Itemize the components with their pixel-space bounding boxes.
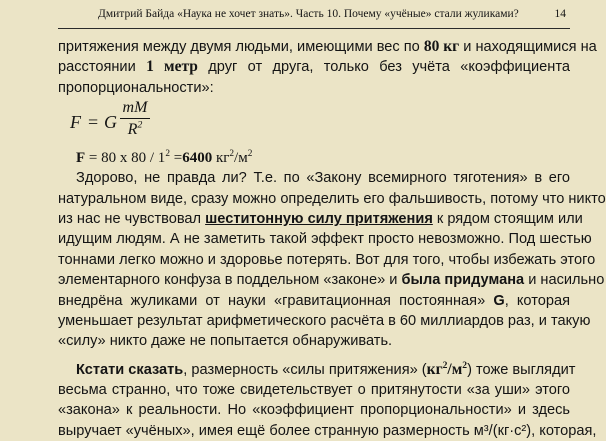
- text-line: из нас не чувствовал шеститонную силу притяжения к рядом стоящим или: [58, 210, 583, 227]
- text-line: уменьшает результат арифметического расчёта в 60 миллиардов раз, и такую: [58, 312, 591, 329]
- bold-text: 1 метр: [146, 58, 198, 76]
- formula-denominator: $R^2$: [127, 119, 143, 139]
- calculation-line: F = 80 x $80 / 1^2 =6400$ $кг^2/м^2$: [76, 149, 253, 167]
- main-text: [58, 37, 606, 441]
- text-line: элементарного конфуза в поддельном «законе» и была придумана и насильно: [58, 272, 605, 289]
- paragraph-2: [58, 168, 606, 352]
- gravity-formula: [58, 98, 570, 148]
- paragraph-3: [58, 359, 597, 441]
- fraction-bar: [120, 118, 150, 119]
- bold-text: 80 кг: [423, 38, 460, 55]
- text-line: Кстати сказать, размерность «силы притяжения» $(кг^2/м^2)$ тоже выглядит: [76, 359, 576, 378]
- paragraph-1: [58, 37, 597, 98]
- text-line: пропорциональности»:: [58, 79, 214, 96]
- text-line: натуральном виде, сразу можно определить его фальшивость, потому что никто: [58, 190, 606, 207]
- formula-lhs: F: [70, 112, 81, 133]
- header-rule: [58, 28, 570, 29]
- bold-unit: $кг^2/м^2$: [426, 359, 468, 378]
- formula-g: G: [104, 112, 117, 133]
- text-line: идущим людям. А не заметить такой эффект просто невозможно. Под шестью: [58, 231, 592, 248]
- running-header: [58, 8, 570, 26]
- text-line: весьма странно, что тоже свидетельствует о притянутости «за уши» этого: [58, 382, 570, 399]
- bold-underlined-text: шеститонную силу притяжения: [205, 210, 433, 227]
- formula-numerator: mM: [122, 99, 148, 117]
- text-line: притяжения между двумя людьми, имеющими вес по 80 кг и находящимися на: [58, 38, 597, 55]
- text-line: тоннами легко можно и здоровье потерять. Вот для того, чтобы избежать этого: [58, 251, 596, 268]
- bold-text: G: [493, 292, 505, 309]
- formula-fraction: [118, 98, 152, 140]
- text-line: Здорово, не правда ли? Т.е. по «Закону всемирного тяготения» в его: [76, 170, 570, 187]
- text-line: «силу» никто даже не попытается обнаруживать.: [58, 333, 393, 350]
- text-line: внедрёна жуликами от науки «гравитационная постоянная» G, которая: [58, 292, 570, 309]
- bold-text: была придумана: [401, 272, 525, 289]
- text-line: «закона» к реальности. Но «коэффициент пропорциональности» и здесь: [58, 402, 570, 419]
- page-number: 14: [554, 8, 566, 20]
- text-line: выручает «учёных», имея ещё более странную размерность м³/(кг·с²), которая,: [58, 422, 597, 439]
- text-line: расстоянии 1 метр друг от друга, только без учёта «коэффициента: [58, 58, 570, 76]
- bold-text: Кстати сказать: [76, 361, 184, 378]
- header-title: Дмитрий Байда «Наука не хочет знать». Часть 10. Почему «учёные» стали жуликами?: [98, 8, 519, 20]
- formula-equals: =: [88, 112, 99, 133]
- calc-result: 6400: [182, 150, 213, 167]
